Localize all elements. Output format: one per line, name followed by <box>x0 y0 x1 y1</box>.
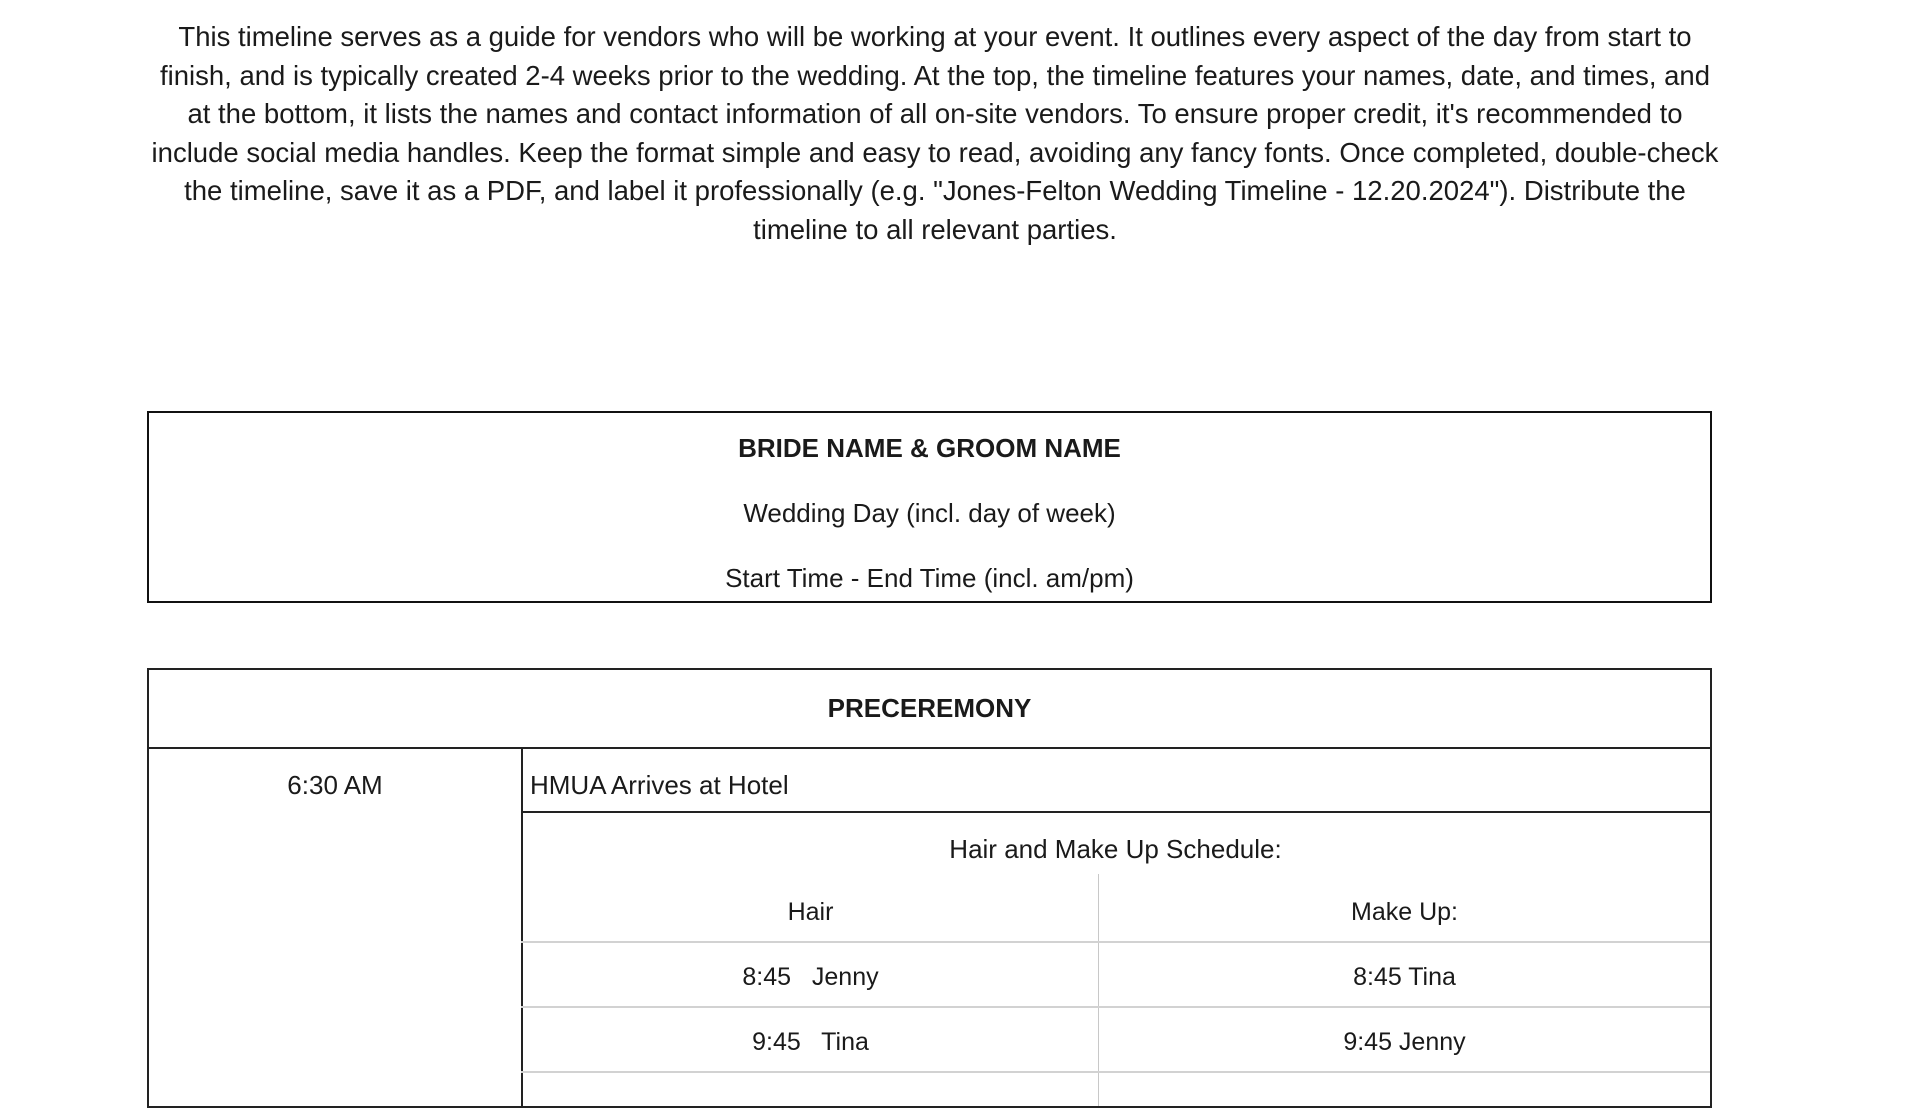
schedule-makeup-cell: 9:45 Jenny <box>1343 1028 1466 1056</box>
schedule-header-makeup: Make Up: <box>1351 898 1458 926</box>
event-cell: HMUA Arrives at Hotel <box>530 770 789 800</box>
couple-names: BRIDE NAME & GROOM NAME <box>738 433 1121 463</box>
time-cell: 6:30 AM <box>287 770 383 800</box>
section-title: PRECEREMONY <box>149 670 1710 749</box>
couple-header-box <box>147 411 1712 603</box>
intro-paragraph: This timeline serves as a guide for vendors who will be working at your event. It outlines every aspect of the day from start to finish, and is typically created 2-4 weeks prior to the wedding. At the top, the timeline features your names, date, and times, and at the bottom, it lists the names and contact information of all on-site vendors. To ensure proper credit, it's recommended to include social media handles. Keep the format simple and easy to read, avoiding any fancy fonts. Once completed, double-check the timeline, save it as a PDF, and label it professionally (e.g. "Jones-Felton Wedding Timeline - 12.20.2024"). Distribute the timeline to all relevant parties. <box>151 21 1719 245</box>
wedding-day: Wedding Day (incl. day of week) <box>743 498 1116 528</box>
schedule-header-hair: Hair <box>787 898 834 926</box>
schedule-row-divider <box>521 941 1710 943</box>
schedule-title: Hair and Make Up Schedule: <box>949 834 1282 864</box>
schedule-makeup-cell: 8:45 Tina <box>1353 963 1456 991</box>
row-divider <box>521 811 1710 813</box>
schedule-hair-cell: 9:45 Tina <box>752 1028 869 1056</box>
event-times: Start Time - End Time (incl. am/pm) <box>725 563 1134 593</box>
schedule-row-divider <box>521 1006 1710 1008</box>
preceremony-table <box>147 668 1712 1108</box>
schedule-row-divider <box>521 1071 1710 1073</box>
schedule-hair-cell: 8:45 Jenny <box>742 963 879 991</box>
